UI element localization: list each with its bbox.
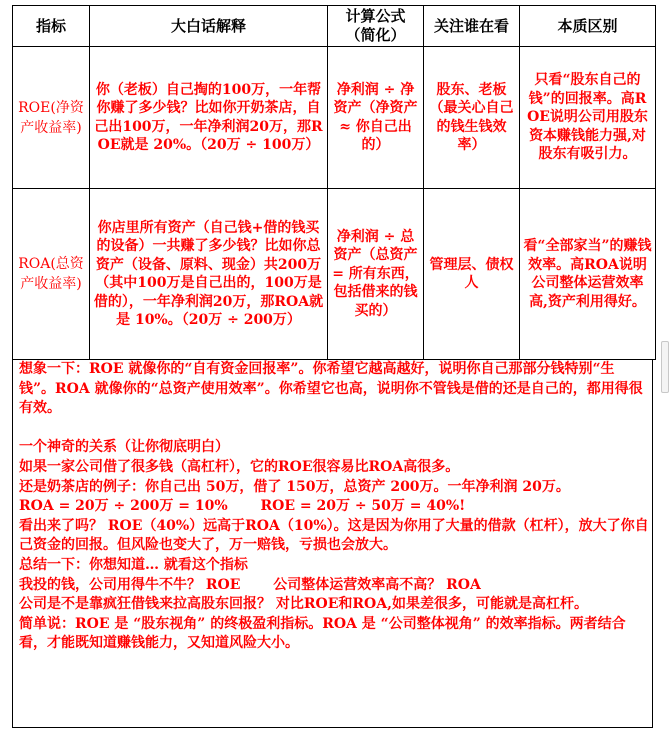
- formula-roa: 净利润 ÷ 总资产（总资产 = 所有东西，包括借来的钱买的）: [328, 189, 424, 360]
- metric-name-roa: ROA(总资产收益率): [13, 189, 90, 360]
- notes-paragraph: 想象一下：ROE 就像你的“自有资金回报率”。你希望它越高越好，说明你自己那部分钱特别“生钱”。ROA 就像你的“总资产使用效率”。你希望它也高，说明你不管钱是借的还是自己的，都用得很有效。: [19, 361, 643, 417]
- notes-paragraph: 还是奶茶店的例子：你自己出 50万，借了 150万，总资产 200万。一年净利润 20万。: [19, 478, 570, 495]
- explanation-roe: 你（老板）自己掏的100万，一年帮你赚了多少钱？比如你开奶茶店，自己出100万，一年净利润20万，那ROE就是 20%。（20万 ÷ 100万）: [90, 47, 328, 189]
- notes-paragraph: 如果一家公司借了很多钱（高杠杆），它的ROE很容易比ROA高很多。: [19, 458, 460, 475]
- notes-paragraph: 一个神奇的关系（让你彻底明白）: [19, 439, 229, 456]
- audience-roa: 管理层、债权人: [424, 189, 520, 360]
- notes-paragraph: ROA = 20万 ÷ 200万 = 10% ROE = 20万 ÷ 50万 = 40%!: [19, 498, 466, 515]
- header-explanation: 大白话解释: [90, 6, 328, 47]
- notes-paragraph: 总结一下：你想知道… 就看这个指标: [19, 556, 248, 573]
- header-metric: 指标: [13, 6, 90, 47]
- header-audience: 关注谁在看: [424, 6, 520, 47]
- notes-paragraph: 简单说：ROE 是 “股东视角” 的终极盈利指标。ROA 是 “公司整体视角” 的效率指标。两者结合看，才能既知道赚钱能力，又知道风险大小。: [19, 615, 626, 652]
- notes-spacer: [19, 419, 650, 439]
- notes-paragraph: 我投的钱，公司用得牛不牛？ ROE 公司整体运营效率高不高？ ROA: [19, 576, 481, 593]
- document: [12, 5, 655, 728]
- metric-name-roe: ROE(净资产收益率): [13, 47, 90, 189]
- scrollbar-thumb[interactable]: [661, 341, 669, 393]
- table-header-row: [13, 6, 656, 47]
- essence-roa: 看“全部家当”的赚钱效率。高ROA说明公司整体运营效率高,资产利用得好。: [520, 189, 656, 360]
- header-essence: 本质区别: [520, 6, 656, 47]
- essence-roe: 只看“股东自己的钱”的回报率。高ROE说明公司用股东资本赚钱能力强,对股东有吸引力。: [520, 47, 656, 189]
- notes-section: [12, 360, 653, 728]
- formula-roe: 净利润 ÷ 净资产（净资产 ≈ 你自己出的）: [328, 47, 424, 189]
- explanation-roa: 你店里所有资产（自己钱+借的钱买的设备）一共赚了多少钱？比如你总资产（设备、原料、现金）共200万（其中100万是自己出的，100万是借的），一年净利润20万，那ROA就是 10%。（20万 ÷ 200万）: [90, 189, 328, 360]
- notes-paragraph: 看出来了吗？ ROE（40%）远高于ROA（10%）。这是因为你用了大量的借款（杠杆），放大了你自己资金的回报。但风险也变大了，万一赔钱，亏损也会放大。: [19, 517, 649, 554]
- notes-paragraph: 公司是不是靠疯狂借钱来拉高股东回报？ 对比ROE和ROA,如果差很多，可能就是高杠杆。: [19, 596, 588, 613]
- audience-roe: 股东、老板（最关心自己的钱生钱效率）: [424, 47, 520, 189]
- table-row-roa: [13, 189, 656, 360]
- comparison-table: [12, 5, 656, 360]
- header-formula: 计算公式（简化）: [328, 6, 424, 47]
- table-row-roe: [13, 47, 656, 189]
